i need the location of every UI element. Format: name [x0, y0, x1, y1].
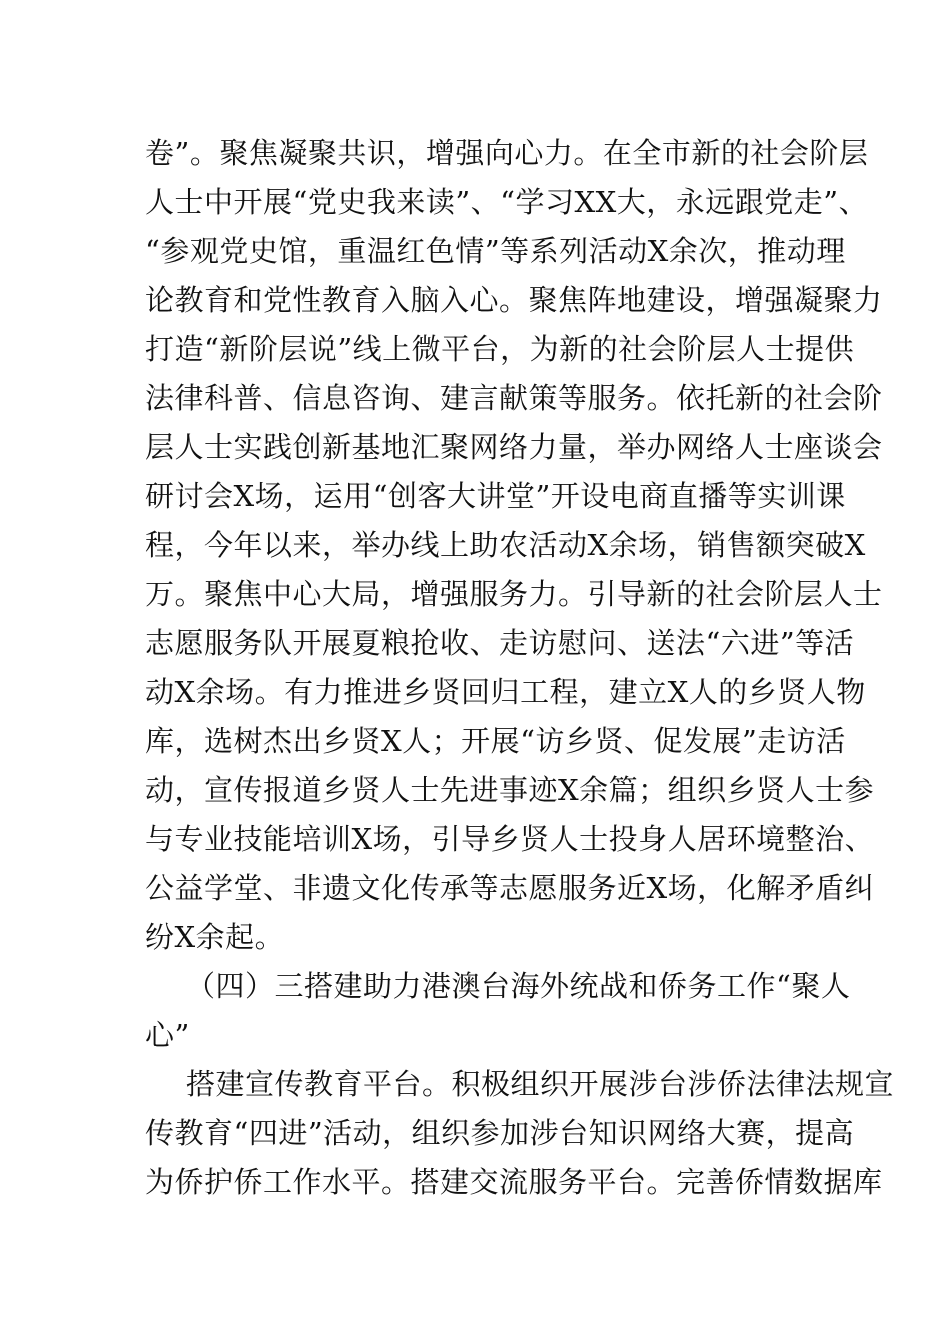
paragraph-line: 万。聚焦中心大局，增强服务力。引导新的社会阶层人士 — [145, 577, 883, 611]
paragraph-line: 法律科普、信息咨询、建言献策等服务。依托新的社会阶 — [145, 381, 883, 415]
paragraph-line: 与专业技能培训X场，引导乡贤人士投身人居环境整治、 — [145, 822, 875, 856]
paragraph-line: 纷X余起。 — [145, 920, 285, 954]
paragraph-line: 论教育和党性教育入脑入心。聚焦阵地建设，增强凝聚力 — [145, 283, 883, 317]
paragraph-line: 志愿服务队开展夏粮抢收、走访慰问、送法“六进”等活 — [145, 626, 855, 660]
paragraph-line: 卷”。聚焦凝聚共识，增强向心力。在全市新的社会阶层 — [145, 136, 869, 170]
paragraph-line: 层人士实践创新基地汇聚网络力量，举办网络人士座谈会 — [145, 430, 883, 464]
section-heading-continuation: 心” — [145, 1018, 190, 1052]
paragraph-line: 动X余场。有力推进乡贤回归工程，建立X人的乡贤人物 — [145, 675, 866, 709]
paragraph-line: 公益学堂、非遗文化传承等志愿服务近X场，化解矛盾纠 — [145, 871, 875, 905]
paragraph-line: 研讨会X场，运用“创客大讲堂”开设电商直播等实训课 — [145, 479, 846, 513]
paragraph-line: 搭建宣传教育平台。积极组织开展涉台涉侨法律法规宣 — [186, 1067, 895, 1101]
paragraph-line: 动，宣传报道乡贤人士先进事迹X余篇；组织乡贤人士参 — [145, 773, 875, 807]
paragraph-line: 人士中开展“党史我来读”、“学习XX大，永远跟党走”、 — [145, 185, 869, 219]
paragraph-line: 为侨护侨工作水平。搭建交流服务平台。完善侨情数据库 — [145, 1165, 883, 1199]
paragraph-line: 程，今年以来，举办线上助农活动X余场，销售额突破X — [145, 528, 866, 562]
paragraph-line: 打造“新阶层说”线上微平台，为新的社会阶层人士提供 — [145, 332, 855, 366]
paragraph-line: 传教育“四进”活动，组织参加涉台知识网络大赛，提高 — [145, 1116, 855, 1150]
section-heading: （四）三搭建助力港澳台海外统战和侨务工作“聚人 — [186, 969, 851, 1003]
paragraph-line: 库，选树杰出乡贤X人；开展“访乡贤、促发展”走访活 — [145, 724, 846, 758]
paragraph-line: “参观党史馆，重温红色情”等系列活动X余次，推动理 — [145, 234, 846, 268]
